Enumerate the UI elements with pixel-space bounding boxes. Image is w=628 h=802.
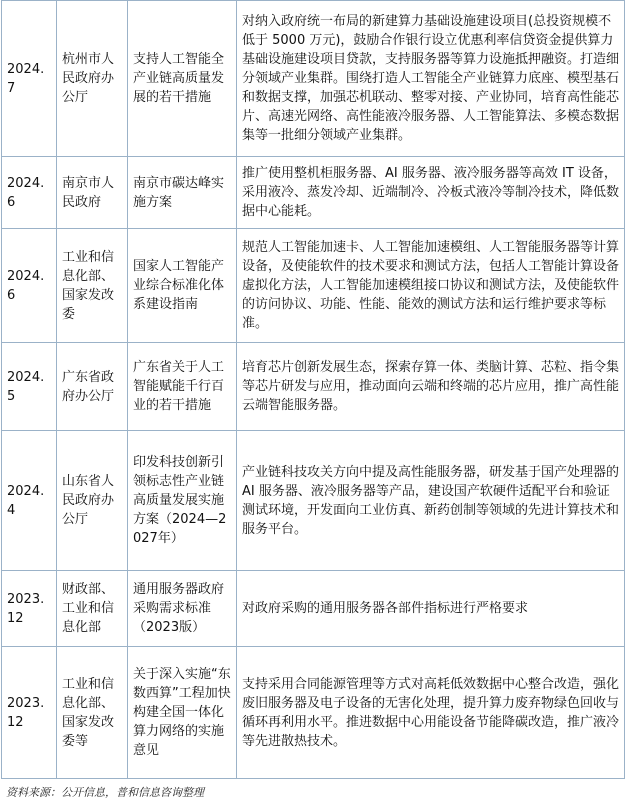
- table-row: [2, 571, 625, 647]
- table-row: [2, 157, 625, 229]
- issuer-cell: 广东省政府办公厅: [57, 343, 128, 431]
- table-row: [2, 1, 625, 157]
- issuer-cell: 杭州市人民政府办公厅: [57, 1, 128, 157]
- issuer-cell: 山东省人民政府办公厅: [57, 431, 128, 571]
- table-row: [2, 647, 625, 779]
- title-cell: 通用服务器政府采购需求标准（2023版）: [128, 571, 237, 647]
- issuer-cell: 财政部、工业和信息化部: [57, 571, 128, 647]
- policy-table: [1, 0, 625, 779]
- content-cell: 培育芯片创新发展生态，探索存算一体、类脑计算、芯粒、指令集等芯片研发与应用，推动面向云端和终端的芯片应用，推广高性能云端智能服务器。: [237, 343, 625, 431]
- table-row: [2, 343, 625, 431]
- title-cell: 印发科技创新引领标志性产业链高质量发展实施方案（2024—2027年）: [128, 431, 237, 571]
- title-cell: 支持人工智能全产业链高质量发展的若干措施: [128, 1, 237, 157]
- date-cell: 2024.6: [2, 157, 57, 229]
- source-note: 资料来源：公开信息，普和信息咨询整理: [6, 786, 204, 799]
- date-cell: 2023.12: [2, 647, 57, 779]
- issuer-cell: 南京市人民政府: [57, 157, 128, 229]
- issuer-cell: 工业和信息化部、国家发改委等: [57, 647, 128, 779]
- content-cell: 支持采用合同能源管理等方式对高耗低效数据中心整合改造，强化废旧服务器及电子设备的无害化处理，提升算力废弃物绿色回收与循环再利用水平。推进数据中心用能设备节能降碳改造，推广液冷等先进散热技术。: [237, 647, 625, 779]
- table-row: [2, 229, 625, 343]
- title-cell: 关于深入实施“东数西算”工程加快构建全国一体化算力网络的实施意见: [128, 647, 237, 779]
- content-cell: 规范人工智能加速卡、人工智能加速模组、人工智能服务器等计算设备，及使能软件的技术要求和测试方法，包括人工智能计算设备虚拟化方法，人工智能加速模组接口协议和测试方法，及使能软件的访问协议、功能、性能、能效的测试方法和运行维护要求等标准。: [237, 229, 625, 343]
- date-cell: 2024.7: [2, 1, 57, 157]
- title-cell: 南京市碳达峰实施方案: [128, 157, 237, 229]
- table-row: [2, 431, 625, 571]
- issuer-cell: 工业和信息化部、国家发改委: [57, 229, 128, 343]
- date-cell: 2024.5: [2, 343, 57, 431]
- date-cell: 2024.4: [2, 431, 57, 571]
- content-cell: 对政府采购的通用服务器各部件指标进行严格要求: [237, 571, 625, 647]
- date-cell: 2023.12: [2, 571, 57, 647]
- date-cell: 2024.6: [2, 229, 57, 343]
- content-cell: 对纳入政府统一布局的新建算力基础设施建设项目(总投资规模不低于 5000 万元)，鼓励合作银行设立优惠利率信贷资金提供算力基础设施建设项目贷款，支持服务器等算力设施抵押融资。打造细分领域产业集群。围绕打造人工智能全产业链算力底座、模型基石和数据支撑，加强芯机联动、整零对接、产业协同，培育高性能芯片、高速光网络、高性能液冷服务器、人工智能算法、多模态数据集等一批细分领域产业集群。: [237, 1, 625, 157]
- title-cell: 国家人工智能产业综合标准化体系建设指南: [128, 229, 237, 343]
- content-cell: 产业链科技攻关方向中提及高性能服务器，研发基于国产处理器的 AI 服务器、液冷服务器等产品，建设国产软硬件适配平台和验证测试环境，开发面向工业仿真、新药创制等领域的先进计算技术和服务平台。: [237, 431, 625, 571]
- title-cell: 广东省关于人工智能赋能千行百业的若干措施: [128, 343, 237, 431]
- content-cell: 推广使用整机柜服务器、AI 服务器、液冷服务器等高效 IT 设备，采用液冷、蒸发冷却、近端制冷、冷板式液冷等制冷技术，降低数据中心能耗。: [237, 157, 625, 229]
